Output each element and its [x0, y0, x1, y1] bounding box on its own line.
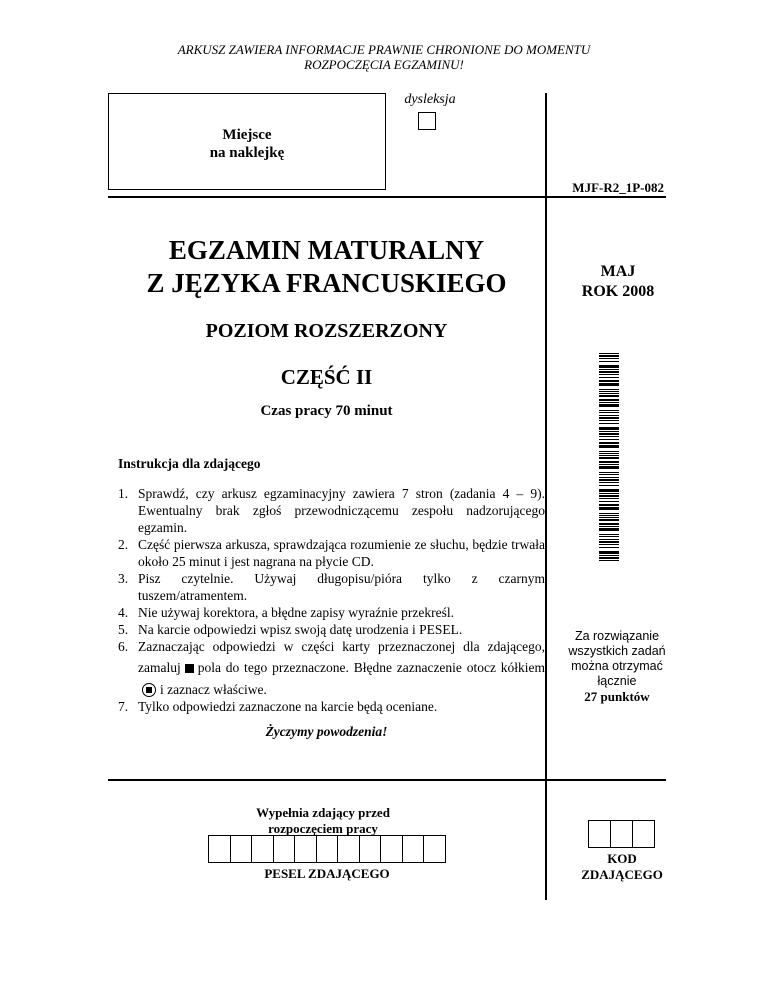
pesel-input-grid[interactable]	[208, 835, 446, 863]
sticker-box	[108, 93, 386, 190]
barcode-bar	[599, 493, 619, 494]
exam-code: MJF-R2_1P-082	[572, 180, 664, 195]
barcode-bar	[599, 504, 619, 506]
instruction-text: Sprawdź, czy arkusz egzaminacyjny zawiera 7 stron (zadania 4 – 9). Ewentualny brak zgłoś przewodniczącemu zespołu nadzorującego egzamin.	[138, 486, 545, 535]
barcode-bar	[599, 399, 619, 401]
instruction-text: Zaznaczając odpowiedzi w części karty przeznaczonej dla zdającego, zamaluj	[138, 639, 545, 675]
sticker-label-line1: Miejsce	[222, 127, 272, 143]
instruction-number: 3.	[118, 571, 129, 586]
barcode-bar	[599, 451, 619, 452]
points-total: 27 punktów	[584, 689, 650, 704]
barcode-bar	[599, 415, 619, 416]
barcode-bar	[599, 557, 619, 559]
barcode-bar	[599, 547, 619, 548]
points-line: Za rozwiązanie	[574, 629, 660, 643]
barcode-bar	[599, 358, 619, 359]
instruction-number: 6.	[118, 639, 129, 654]
barcode-bar	[599, 513, 619, 514]
barcode-bar	[599, 501, 619, 502]
barcode-bar	[599, 455, 619, 456]
points-line: można otrzymać	[571, 659, 663, 673]
exam-duration: Czas pracy 70 minut	[260, 403, 393, 419]
instruction-number: 4.	[118, 605, 129, 620]
barcode-bar	[599, 457, 619, 459]
barcode-bar	[599, 380, 619, 382]
barcode-bar	[599, 528, 619, 531]
pesel-digit-box[interactable]	[317, 836, 339, 862]
exam-part: CZĘŚĆ II	[280, 365, 373, 389]
barcode-bar	[599, 377, 619, 378]
barcode-bar	[599, 466, 619, 469]
barcode-bar	[599, 551, 619, 554]
instruction-item	[118, 621, 545, 638]
barcode-bar	[599, 453, 619, 454]
barcode-bar	[599, 410, 619, 411]
barcode-bar	[599, 479, 619, 481]
exam-date	[548, 262, 688, 302]
instruction-number: 2.	[118, 537, 129, 552]
instruction-item	[118, 698, 545, 715]
barcode-bar	[599, 472, 619, 473]
instruction-number: 5.	[118, 622, 129, 637]
barcode-bar	[599, 461, 619, 463]
kod-digit-box[interactable]	[611, 821, 633, 847]
barcode-bar	[599, 436, 619, 437]
barcode-bar	[599, 519, 619, 521]
instruction-text: i zaznacz właściwe.	[160, 682, 267, 697]
kod-label-line1: KOD	[607, 851, 637, 866]
instruction-item	[118, 604, 545, 621]
pesel-digit-box[interactable]	[381, 836, 403, 862]
barcode-bar	[599, 495, 619, 497]
barcode-bar	[599, 507, 619, 510]
barcode-bar	[599, 371, 619, 373]
barcode-bar	[599, 485, 619, 486]
pesel-digit-box[interactable]	[252, 836, 274, 862]
barcode-bar	[599, 427, 619, 430]
barcode-bar	[599, 474, 619, 475]
instructions-heading: Instrukcja dla zdającego	[118, 456, 261, 471]
barcode-bar	[599, 369, 619, 370]
exam-month: MAJ	[600, 263, 636, 280]
barcode-bar	[599, 361, 619, 362]
exam-year: ROK 2008	[581, 283, 655, 300]
barcode-bar	[599, 555, 619, 556]
legal-notice	[60, 42, 708, 72]
instruction-text: Na karcie odpowiedzi wpisz swoją datę urodzenia i PESEL.	[138, 622, 463, 637]
instruction-text: Nie używaj korektora, a błędne zapisy wyraźnie przekreśl.	[138, 605, 454, 620]
pesel-digit-box[interactable]	[360, 836, 382, 862]
instruction-number: 1.	[118, 486, 129, 501]
sticker-label	[109, 126, 385, 162]
barcode-bar	[599, 534, 619, 535]
pesel-digit-box[interactable]	[338, 836, 360, 862]
pesel-digit-box[interactable]	[231, 836, 253, 862]
legal-notice-line1: ARKUSZ ZAWIERA INFORMACJE PRAWNIE CHRONIONE DO MOMENTU	[177, 42, 591, 57]
barcode-bar	[599, 439, 619, 440]
instruction-item	[118, 485, 545, 536]
barcode-bar	[599, 374, 619, 375]
kod-input-grid[interactable]	[588, 820, 655, 848]
barcode-bar	[599, 433, 619, 435]
barcode-bar	[599, 355, 619, 357]
barcode	[599, 353, 619, 563]
kod-digit-box[interactable]	[589, 821, 611, 847]
barcode-bar	[599, 526, 619, 527]
instruction-text: pola do tego przeznaczone. Błędne zaznaczenie otocz kółkiem	[197, 660, 545, 675]
dyslexia-checkbox[interactable]	[418, 112, 436, 130]
barcode-bar	[599, 393, 619, 394]
bottom-divider	[108, 779, 666, 781]
exam-title-line2: Z JĘZYKA FRANCUSKIEGO	[146, 268, 507, 298]
barcode-bar	[599, 445, 619, 448]
barcode-bar	[599, 431, 619, 432]
barcode-bar	[599, 402, 619, 403]
good-luck-text: Życzymy powodzenia!	[265, 724, 388, 739]
instruction-item	[118, 638, 545, 698]
barcode-bar	[599, 404, 619, 407]
circled-square-icon	[142, 683, 156, 697]
kod-label-line2: ZDAJĄCEGO	[581, 867, 663, 882]
pesel-digit-box[interactable]	[295, 836, 317, 862]
barcode-bar	[599, 489, 619, 492]
pesel-heading-line2: rozpoczęciem pracy	[268, 821, 378, 836]
instructions-list	[118, 485, 545, 715]
points-info	[560, 629, 674, 704]
barcode-bar	[599, 464, 619, 465]
barcode-bar	[599, 389, 619, 390]
points-line: wszystkich zadań	[568, 644, 666, 658]
barcode-bar	[599, 412, 619, 413]
exam-title	[108, 234, 545, 300]
instruction-text: Część pierwsza arkusza, sprawdzająca rozumienie ze słuchu, będzie trwała około 25 minut i jest nagrana na płycie CD.	[138, 537, 545, 569]
barcode-bar	[599, 423, 619, 424]
barcode-bar	[599, 539, 619, 540]
kod-digit-box[interactable]	[633, 821, 654, 847]
sticker-label-line2: na naklejkę	[209, 145, 285, 161]
dyslexia-label: dysleksja	[404, 92, 456, 107]
barcode-bar	[599, 420, 619, 421]
barcode-bar	[599, 544, 619, 545]
legal-notice-line2: ROZPOCZĘCIA EGZAMINU!	[304, 57, 464, 72]
pesel-digit-box[interactable]	[209, 836, 231, 862]
barcode-bar	[599, 523, 619, 525]
barcode-bar	[599, 442, 619, 444]
instruction-number: 7.	[118, 699, 129, 714]
pesel-heading-line1: Wypełnia zdający przed	[256, 805, 390, 820]
barcode-bar	[599, 477, 619, 478]
pesel-digit-box[interactable]	[274, 836, 296, 862]
filled-square-icon	[185, 664, 194, 673]
points-line: łącznie	[597, 674, 637, 688]
barcode-bar	[599, 541, 619, 543]
barcode-bar	[599, 417, 619, 419]
barcode-bar	[599, 391, 619, 392]
instruction-text: Pisz czytelnie. Używaj długopisu/pióra tylko z czarnym tuszem/atramentem.	[138, 571, 545, 603]
barcode-bar	[599, 536, 619, 537]
pesel-heading	[208, 805, 438, 837]
kod-label	[560, 851, 684, 883]
barcode-bar	[599, 395, 619, 397]
instruction-item	[118, 536, 545, 570]
pesel-digit-box[interactable]	[424, 836, 445, 862]
barcode-bar	[599, 498, 619, 499]
top-divider	[108, 196, 666, 198]
barcode-bar	[599, 353, 619, 354]
pesel-digit-box[interactable]	[403, 836, 425, 862]
barcode-bar	[599, 482, 619, 483]
barcode-bar	[599, 383, 619, 386]
barcode-bar	[599, 560, 619, 561]
pesel-label: PESEL ZDAJĄCEGO	[264, 866, 390, 881]
instruction-item	[118, 570, 545, 604]
instruction-text: Tylko odpowiedzi zaznaczone na karcie będą oceniane.	[138, 699, 438, 714]
exam-level: POZIOM ROZSZERZONY	[205, 320, 448, 342]
barcode-bar	[599, 515, 619, 516]
barcode-bar	[599, 365, 619, 368]
exam-title-line1: EGZAMIN MATURALNY	[168, 235, 485, 265]
barcode-bar	[599, 517, 619, 518]
